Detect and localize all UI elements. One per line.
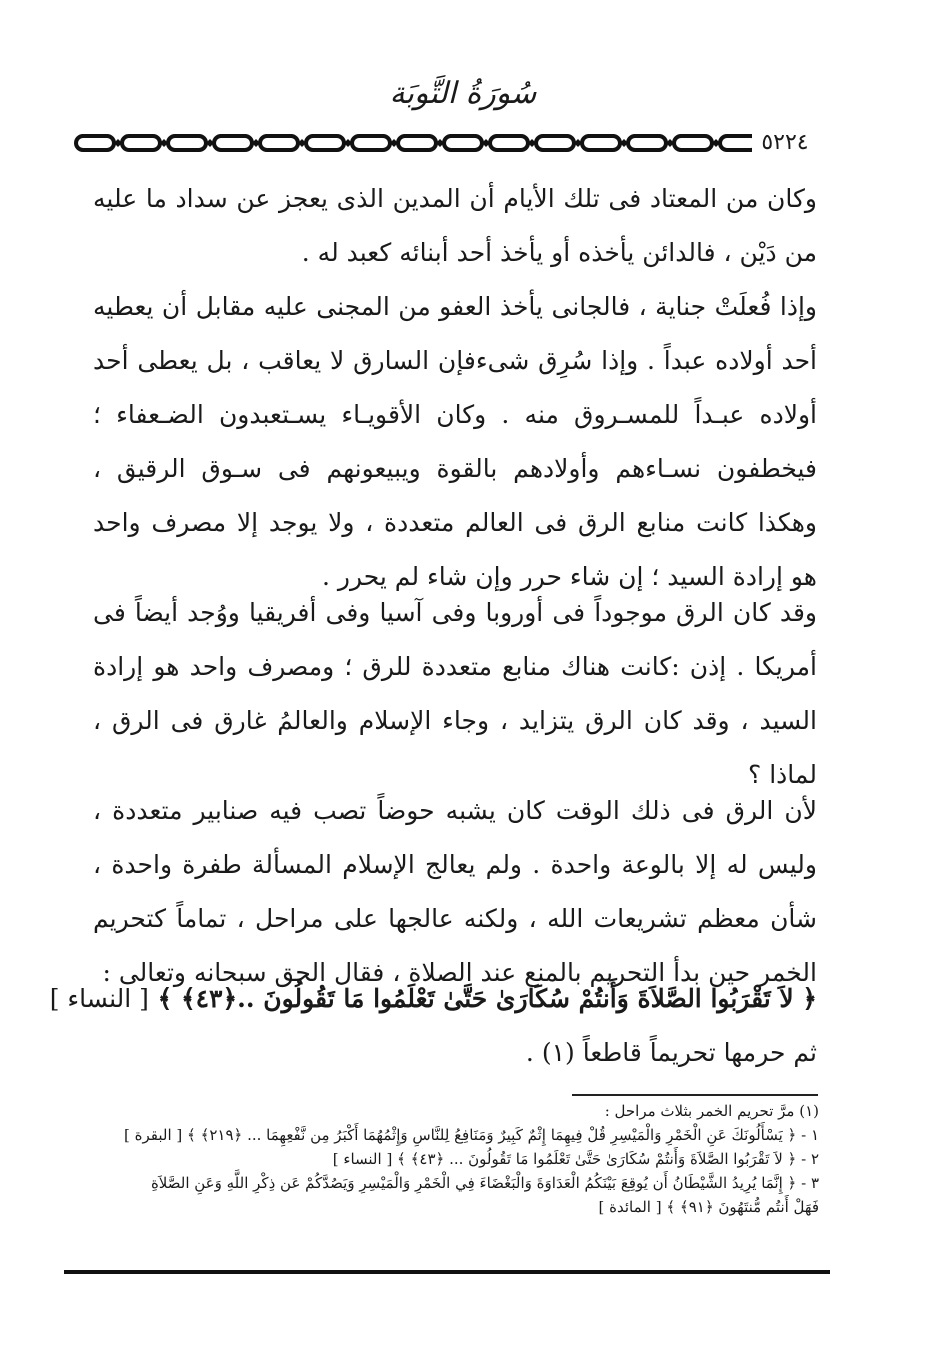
chain-link-icon: [398, 136, 436, 150]
footnote-line: (١) مرَّ تحريم الخمر بثلاث مراحل :: [604, 1102, 819, 1120]
chain-ornament-icon: [72, 128, 840, 158]
paragraph-text: لأن الرق فى ذلك الوقت كان يشبه حوضاً تصب فيه صنابير متعددة ، وليس له إلا بالوعة واحدة . ولم يعالج الإسلام المسألة طفرة واحدة ، شأن معظم تشريعات الله ، ولكنه عالجها على مراحل ، تماماً كتحريم الخمر حين بدأ التحريم بالمنع عند الصلاة ، فقال الحق سبحانه وتعالى :: [93, 796, 817, 987]
chain-link-icon: [306, 136, 344, 150]
chain-link-icon: [628, 136, 666, 150]
chain-link-icon: [536, 136, 574, 150]
closing-line: ثم حرمها تحريماً قاطعاً (١) .: [525, 1038, 817, 1067]
verse-text: ﴿ لاَ تَقْرَبُوا الصَّلاَةَ وَأَنتُمْ سُكَارَىٰ حَتَّىٰ تَعْلَمُوا مَا تَقُولُونَ ..﴿٤٣﴾ ﴾: [157, 984, 817, 1013]
verse-reference: [ النساء ]: [49, 984, 149, 1013]
chain-link-icon: [444, 136, 482, 150]
chain-link-icon: [490, 136, 528, 150]
footnote-line: ٢ - ﴿ لاَ تَقْرَبُوا الصَّلاَةَ وَأَنتُمْ سُكَارَىٰ حَتَّىٰ تَعْلَمُوا مَا تَقُولُونَ ... ﴿٤٣﴾ ﴾ [ النساء ]: [332, 1150, 819, 1168]
surah-title: سُورَةُ التَّوبَة: [389, 76, 537, 111]
ornamental-border: [72, 128, 840, 158]
paragraph-text: وقد كان الرق موجوداً فى أوروبا وفى آسيا وفى أفريقيا ووُجد أيضاً فى أمريكا . إذن :كانت هناك منابع متعددة للرق ؛ ومصرف واحد هو إرادة السيد ، وقد كان الرق يتزايد ، وجاء الإسلام والعالمُ غارق فى الرق ، لماذا ؟: [93, 598, 817, 789]
footnote-line: ٣ - ﴿ إِنَّمَا يُرِيدُ الشَّيْطَانُ أَن يُوقِعَ بَيْنَكُمُ الْعَدَاوَةَ وَالْبَغْضَاءَ فِي الْخَمْرِ وَالْمَيْسِرِ وَيَصُدَّكُمْ عَن ذِكْرِ اللَّهِ وَعَنِ الصَّلاَةِ: [150, 1174, 819, 1192]
chain-link-icon: [76, 136, 114, 150]
paragraph-1: [93, 172, 817, 280]
chain-link-icon: [260, 136, 298, 150]
chain-link-icon: [674, 136, 712, 150]
footnote-line: ١ - ﴿ يَسْأَلُونَكَ عَنِ الْخَمْرِ وَالْمَيْسِرِ قُلْ فِيهِمَا إِثْمٌ كَبِيرٌ وَمَنَافِعُ لِلنَّاسِ وَإِثْمُهُمَا أَكْبَرُ مِن نَّفْعِهِمَا ... ﴿٢١٩﴾ ﴾ [ البقرة ]: [124, 1126, 819, 1144]
paragraph-4: [93, 784, 817, 1000]
chain-link-icon: [582, 136, 620, 150]
page-number: ٥٢٢٤: [752, 128, 818, 158]
chain-link-icon: [122, 136, 160, 150]
quran-verse: [49, 972, 817, 1026]
footnote-divider: [572, 1094, 818, 1096]
paragraph-3: [93, 586, 817, 802]
bottom-rule: [64, 1270, 830, 1274]
footnotes: [93, 1099, 819, 1219]
chain-link-icon: [352, 136, 390, 150]
footnote-line: فَهَلْ أَنتُم مُّنتَهُونَ ﴿٩١﴾ ﴾ [ المائدة ]: [598, 1198, 819, 1216]
paragraph-text: وكان من المعتاد فى تلك الأيام أن المدين الذى يعجز عن سداد ما عليه من دَيْن ، فالدائن يأخذه أو يأخذ أحد أبنائه كعبد له .: [93, 184, 817, 267]
paragraph-text: وإذا فُعلَتْ جناية ، فالجانى يأخذ العفو من المجنى عليه مقابل أن يعطيه أحد أولاده عبداً . وإذا سُرِق شىءفإن السارق لا يعاقب ، بل يعطى أحد أولاده عبـداً للمسـروق منه . وكان الأقويـاء يسـتعبدون الضـعفاء ؛ فيخطفون نسـاءهم وأولادهم بالقوة ويبيعونهم فى سـوق الرقيق ، وهكذا كانت منابع الرق فى العالم متعددة ، ولا يوجد إلا مصرف واحد هو إرادة السيد ؛ إن شاء حرر وإن شاء لم يحرر .: [93, 292, 817, 591]
paragraph-2: [93, 280, 817, 604]
chain-link-icon: [168, 136, 206, 150]
chain-link-icon: [214, 136, 252, 150]
